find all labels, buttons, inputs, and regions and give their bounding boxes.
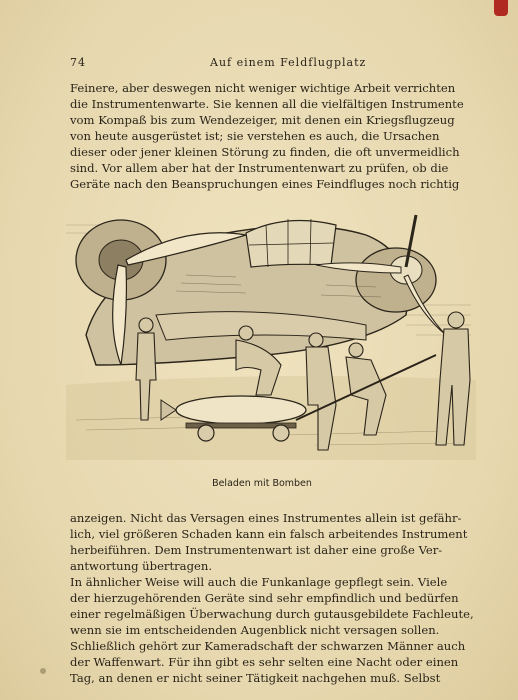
illustration-bomb-loading: [66, 205, 476, 460]
running-head: Auf einem Feldflugplatz: [210, 56, 367, 69]
text-line: vom Kompaß bis zum Wendezeiger, mit denen ein Kriegsflugzeug: [70, 113, 455, 127]
text-line: Geräte nach den Beanspruchungen eines Feindfluges noch richtig: [70, 177, 460, 191]
text-line: antwortung übertragen.: [70, 559, 213, 573]
ink-spot: [40, 668, 46, 674]
corner-tab: [494, 0, 508, 16]
text-line: die Instrumentenwarte. Sie kennen all die vielfältigen Instrumente: [70, 97, 464, 111]
text-line: wenn sie im entscheidenden Augenblick nicht versagen sollen.: [70, 623, 440, 637]
text-line: Tag, an denen er nicht seiner Tätigkeit nachgehen muß. Selbst: [70, 671, 441, 685]
paragraph-top: [70, 80, 462, 192]
text-line: In ähnlicher Weise will auch die Funkanlage gepflegt sein. Viele: [70, 575, 448, 589]
text-line: der Waffenwart. Für ihn gibt es sehr selten eine Nacht oder einen: [70, 655, 459, 669]
page-number: 74: [70, 56, 86, 69]
text-line: Feinere, aber deswegen nicht weniger wichtige Arbeit verrichten: [70, 81, 456, 95]
text-line: herbeiführen. Dem Instrumentenwart ist daher eine große Ver-: [70, 543, 443, 557]
text-line: einer regelmäßigen Überwachung durch gutausgebildete Fachleute,: [70, 607, 474, 621]
text-line: von heute ausgerüstet ist; sie verstehen es auch, die Ursachen: [70, 129, 440, 143]
text-line: sind. Vor allem aber hat der Instrumentenwart zu prüfen, ob die: [70, 161, 449, 175]
text-line: anzeigen. Nicht das Versagen eines Instrumentes allein ist gefähr-: [70, 511, 462, 525]
paragraph-bottom: [70, 510, 474, 686]
text-line: Schließlich gehört zur Kameradschaft der schwarzen Männer auch: [70, 639, 466, 653]
figure-caption: Beladen mit Bomben: [212, 478, 312, 489]
page-header: [70, 56, 460, 72]
text-line: lich, viel größeren Schaden kann ein falsch arbeitendes Instrument: [70, 527, 468, 541]
text-line: der hierzugehörenden Geräte sind sehr empfindlich und bedürfen: [70, 591, 459, 605]
text-line: dieser oder jener kleinen Störung zu finden, die oft unvermeidlich: [70, 145, 460, 159]
